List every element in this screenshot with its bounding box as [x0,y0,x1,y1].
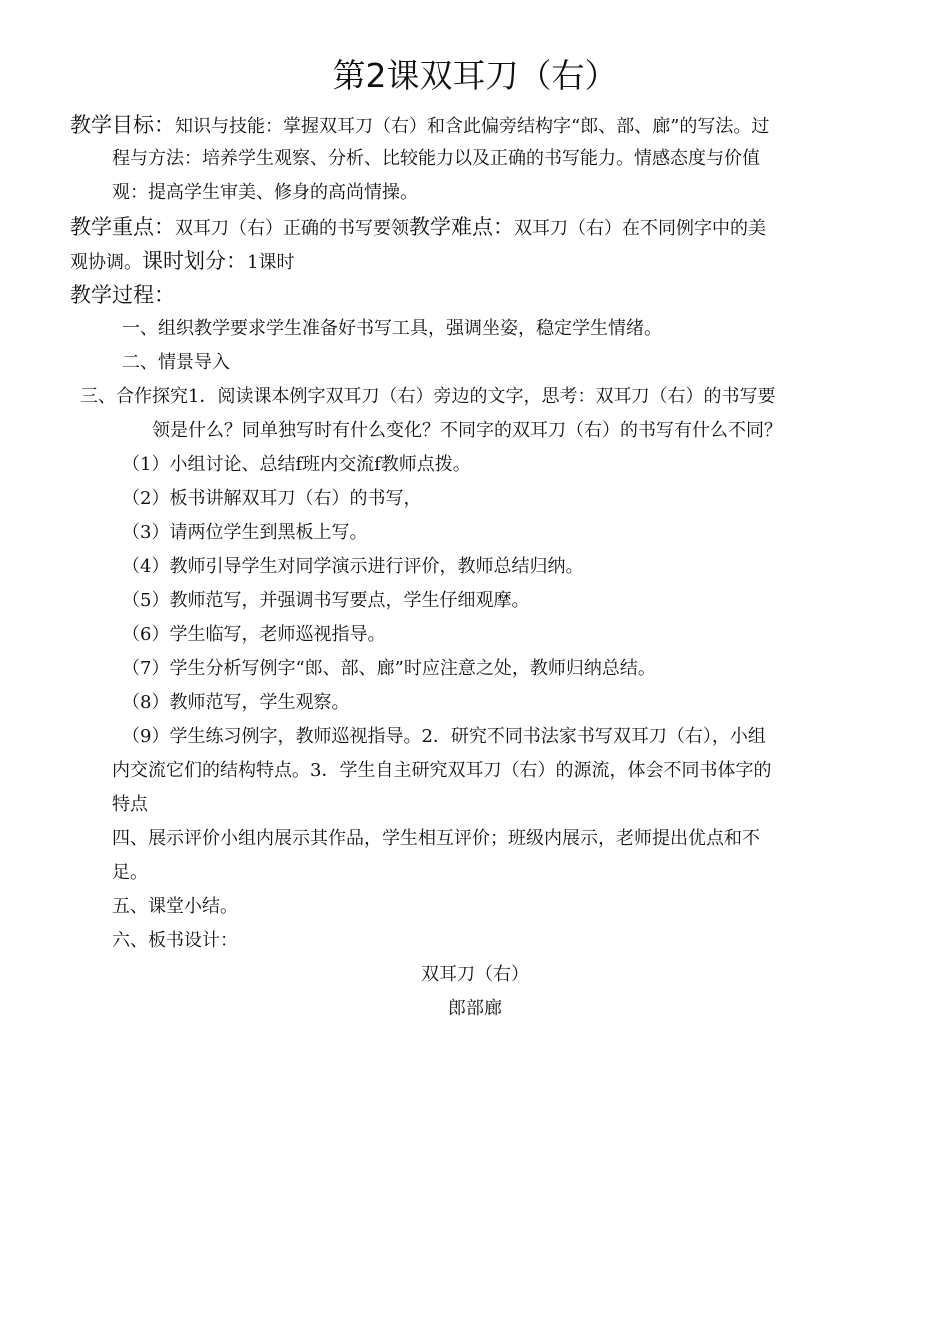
objectives-line-2: 程与方法：培养学生观察、分析、比较能力以及正确的书写能力。情感态度与价值 [112,148,760,169]
process-step-4-line-2: 足。 [112,862,148,883]
objectives-line-3: 观：提高学生审美、修身的高尚情操。 [112,182,418,203]
substep-9-line-1: （9）学生练习例字，教师巡视指导。2．研究不同书法家书写双耳刀（右），小组 [122,726,766,747]
board-line-1: 双耳刀（右） [421,964,529,985]
objectives-label: 教学目标： [70,113,175,137]
difficulty-text: 双耳刀（右）在不同例字中的美 [514,218,766,239]
substep-9-line-3: 特点 [112,794,148,815]
substep-6: （6）学生临写，老师巡视指导。 [122,624,386,645]
focus-line-2 [70,244,294,280]
substep-2: （2）板书讲解双耳刀（右）的书写， [122,488,422,509]
substep-3: （3）请两位学生到黑板上写。 [122,522,368,543]
difficulty-label: 教学难点： [409,215,514,239]
board-line-2: 郎部廊 [448,998,502,1019]
process-step-6: 六、板书设计： [112,930,238,951]
process-step-1: 一、组织教学要求学生准备好书写工具，强调坐姿，稳定学生情绪。 [122,318,662,339]
focus-text: 双耳刀（右）正确的书写要领 [175,218,409,239]
period-label: 课时划分： [142,249,247,273]
process-step-3-line-2: 领是什么？同单独写时有什么变化？不同字的双耳刀（右）的书写有什么不同？ [152,420,782,441]
process-step-5: 五、课堂小结。 [112,896,238,917]
substep-7: （7）学生分析写例字“郎、部、廊”时应注意之处，教师归纳总结。 [122,658,656,679]
substep-5: （5）教师范写，并强调书写要点，学生仔细观摩。 [122,590,530,611]
process-step-2: 二、情景导入 [122,352,230,373]
substep-4: （4）教师引导学生对同学演示进行评价，教师总结归纳。 [122,556,584,577]
substep-8: （8）教师范写，学生观察。 [122,692,350,713]
substep-9-line-2: 内交流它们的结构特点。3．学生自主研究双耳刀（右）的源流，体会不同书体字的 [112,760,772,781]
focus-label: 教学重点： [70,215,175,239]
process-label: 教学过程： [70,283,175,307]
substep-1: （1）小组讨论、总结f班内交流f教师点拨。 [122,454,471,475]
process-step-4-line-1: 四、展示评价小组内展示其作品，学生相互评价；班级内展示，老师提出优点和不 [112,828,760,849]
objectives-line-1 [70,108,769,144]
focus-line-1 [70,210,766,246]
process-step-3-line-1: 三、合作探究1．阅读课本例字双耳刀（右）旁边的文字，思考：双耳刀（右）的书写要 [80,386,776,407]
period-text: 1课时 [247,252,295,273]
document-title: 第2课双耳刀（右） [332,56,618,95]
difficulty-text-cont: 观协调。 [70,252,142,273]
objectives-text-1: 知识与技能：掌握双耳刀（右）和含此偏旁结构字“郎、部、廊”的写法。过 [175,116,770,137]
